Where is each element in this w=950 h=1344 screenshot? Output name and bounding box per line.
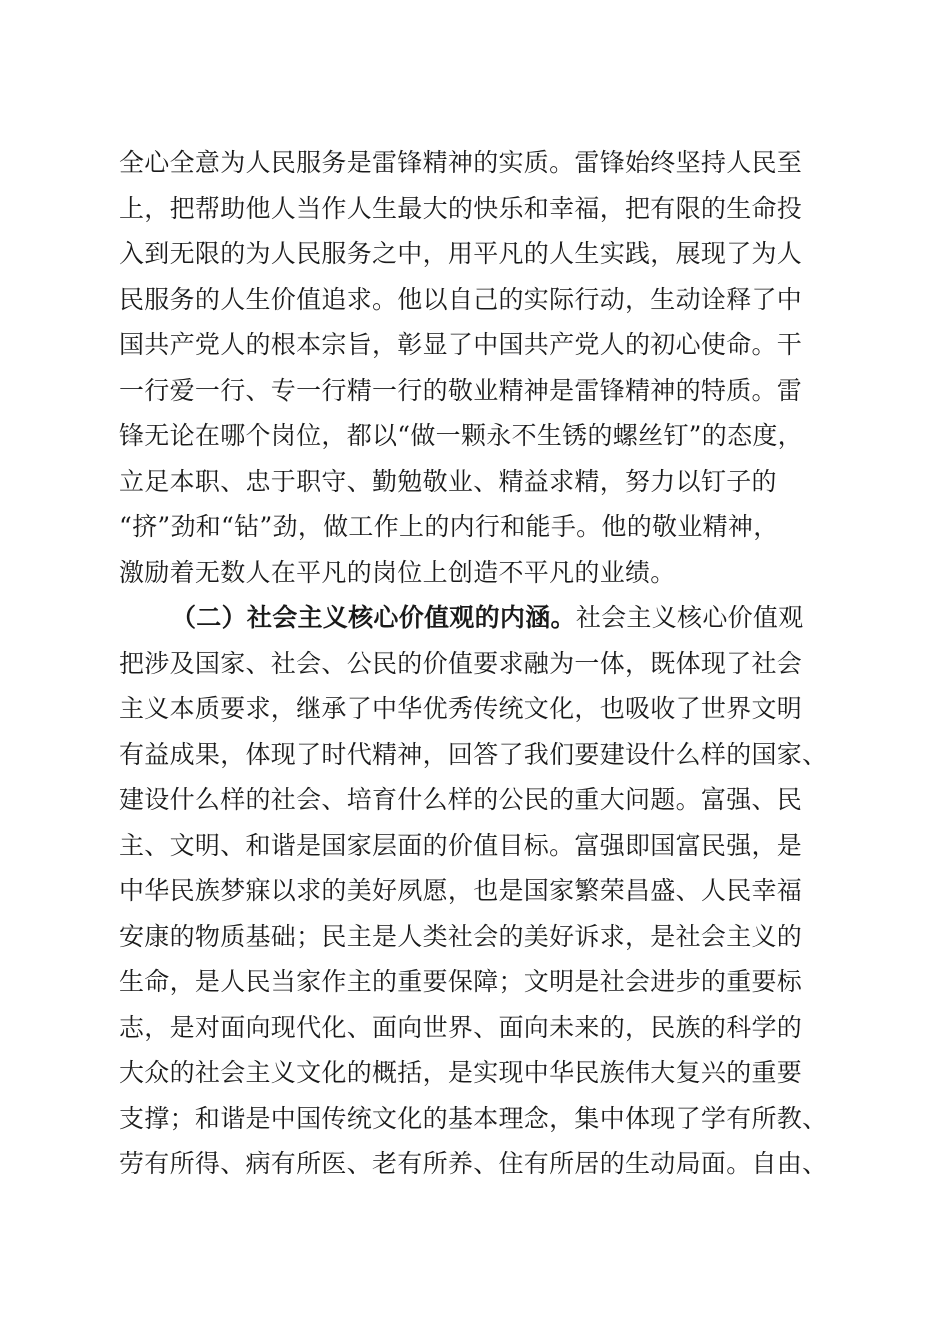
text-line: 中华民族梦寐以求的美好夙愿，也是国家繁荣昌盛、人民幸福 xyxy=(119,876,803,905)
text-line: 入到无限的为人民服务之中，用平凡的人生实践，展现了为人 xyxy=(119,239,803,268)
text-line: 锋无论在哪个岗位，都以“做一颗永不生锈的螺丝钉”的态度， xyxy=(119,421,803,450)
section-heading-line xyxy=(119,595,839,641)
text-line: 安康的物质基础；民主是人类社会的美好诉求，是社会主义的 xyxy=(119,921,803,951)
text-line: 国共产党人的根本宗旨，彰显了中国共产党人的初心使命。干 xyxy=(119,330,803,359)
section-heading: （二）社会主义核心价值观的内涵。 xyxy=(171,603,576,632)
text-line: 激励着无数人在平凡的岗位上创造不平凡的业绩。 xyxy=(119,557,676,587)
text-line: 民服务的人生价值追求。他以自己的实际行动，生动诠释了中 xyxy=(119,284,803,314)
text-line: 大众的社会主义文化的概括，是实现中华民族伟大复兴的重要 xyxy=(119,1058,803,1087)
text-line: 支撑；和谐是中国传统文化的基本理念，集中体现了学有所教、 xyxy=(119,1103,828,1133)
text-line: 立足本职、忠于职守、勤勉敬业、精益求精，努力以钉子的 xyxy=(119,466,777,496)
text-line: “挤”劲和“钻”劲，做工作上的内行和能手。他的敬业精神， xyxy=(119,512,779,541)
text-line: 有益成果，体现了时代精神，回答了我们要建设什么样的国家、 xyxy=(119,739,828,769)
text-line: 劳有所得、病有所医、老有所养、住有所居的生动局面。自由、 xyxy=(119,1149,828,1178)
text-line: 主、文明、和谐是国家层面的价值目标。富强即国富民强，是 xyxy=(119,830,803,860)
heading-line-rest: 社会主义核心价值观 xyxy=(575,603,804,632)
text-line: 一行爱一行、专一行精一行的敬业精神是雷锋精神的特质。雷 xyxy=(119,375,803,405)
text-line: 把涉及国家、社会、公民的价值要求融为一体，既体现了社会 xyxy=(119,648,803,678)
text-line: 志，是对面向现代化、面向世界、面向未来的，民族的科学的 xyxy=(119,1012,803,1042)
text-line: 生命，是人民当家作主的重要保障；文明是社会进步的重要标 xyxy=(119,967,803,996)
text-line: 建设什么样的社会、培育什么样的公民的重大问题。富强、民 xyxy=(119,785,803,814)
text-line: 上，把帮助他人当作人生最大的快乐和幸福，把有限的生命投 xyxy=(119,193,803,223)
text-line: 全心全意为人民服务是雷锋精神的实质。雷锋始终坚持人民至 xyxy=(119,148,803,177)
text-line: 主义本质要求，继承了中华优秀传统文化，也吸收了世界文明 xyxy=(119,694,803,723)
body-text xyxy=(119,140,839,1187)
